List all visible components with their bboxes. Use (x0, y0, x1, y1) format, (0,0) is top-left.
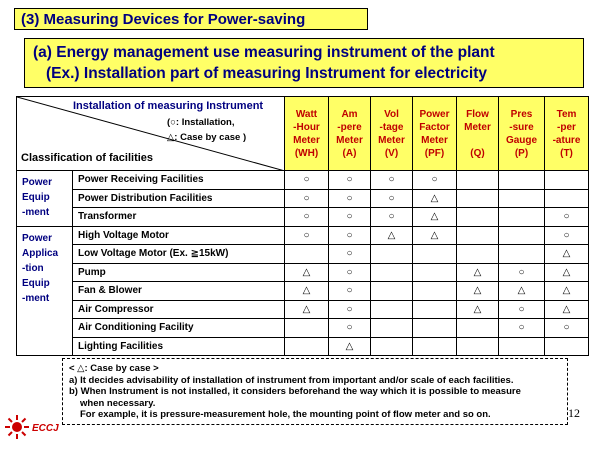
subtitle-box (24, 38, 584, 88)
mark-cell (457, 208, 499, 227)
group-label: Power Equip -ment (17, 171, 73, 227)
mark-cell: ○ (329, 208, 371, 227)
note-item-b-example: For example, it is pressure-measurement hole, the mounting point of flow meter and so on. (80, 409, 491, 420)
mark-cell: ○ (329, 282, 371, 301)
mark-cell (457, 189, 499, 208)
mark-cell: ○ (329, 319, 371, 338)
mark-cell: △ (545, 300, 589, 319)
mark-cell: ○ (329, 171, 371, 190)
mark-cell (499, 189, 545, 208)
mark-cell: ○ (285, 208, 329, 227)
mark-cell (285, 337, 329, 356)
note-header: < △: Case by case > (69, 363, 159, 374)
mark-cell: △ (457, 282, 499, 301)
mark-cell: ○ (329, 263, 371, 282)
mark-cell: ○ (329, 300, 371, 319)
mark-cell (413, 282, 457, 301)
mark-cell (413, 245, 457, 264)
column-header: Flow Meter (Q) (457, 97, 499, 171)
measuring-instrument-table (16, 96, 589, 356)
mark-cell: △ (413, 226, 457, 245)
mark-cell (371, 282, 413, 301)
classification-header: Classification of facilities (21, 152, 154, 164)
mark-cell: △ (545, 282, 589, 301)
mark-cell (545, 171, 589, 190)
mark-cell: ○ (499, 263, 545, 282)
mark-cell: ○ (545, 226, 589, 245)
mark-cell: △ (499, 282, 545, 301)
mark-cell (499, 171, 545, 190)
mark-cell: ○ (371, 189, 413, 208)
installation-header: Installation of measuring Instrument (73, 100, 264, 112)
group-label: Power Applica -tion Equip -ment (17, 226, 73, 356)
table-row (17, 171, 589, 190)
subtitle-line-1: (a) Energy management use measuring instrument of the plant (33, 44, 495, 61)
mark-cell: ○ (545, 208, 589, 227)
mark-cell: △ (285, 300, 329, 319)
mark-cell: △ (545, 263, 589, 282)
facility-name: High Voltage Motor (73, 226, 285, 245)
section-title: (3) Measuring Devices for Power-saving (14, 8, 368, 30)
mark-cell: △ (457, 300, 499, 319)
legend-installation: (○: Installation, (167, 117, 235, 128)
mark-cell (499, 337, 545, 356)
facility-name: Fan & Blower (73, 282, 285, 301)
mark-cell (285, 245, 329, 264)
mark-cell (499, 226, 545, 245)
table-row (17, 263, 589, 282)
table-row (17, 300, 589, 319)
sunburst-icon (4, 414, 30, 440)
column-header: Tem -per -ature (T) (545, 97, 589, 171)
facility-name: Power Receiving Facilities (73, 171, 285, 190)
mark-cell: ○ (329, 189, 371, 208)
facility-name: Power Distribution Facilities (73, 189, 285, 208)
note-item-a: a) It decides advisability of installation of instrument from important and/or scale of each facilities. (69, 374, 514, 386)
mark-cell (499, 245, 545, 264)
legend-case-by-case: △: Case by case ) (167, 132, 247, 143)
mark-cell: △ (371, 226, 413, 245)
mark-cell (457, 245, 499, 264)
page-number: 12 (568, 406, 580, 420)
column-header: Watt -Hour Meter (WH) (285, 97, 329, 171)
mark-cell (371, 245, 413, 264)
mark-cell: △ (329, 337, 371, 356)
table-row (17, 245, 589, 264)
facility-name: Air Compressor (73, 300, 285, 319)
mark-cell: ○ (371, 171, 413, 190)
mark-cell (285, 319, 329, 338)
mark-cell (545, 337, 589, 356)
mark-cell (413, 263, 457, 282)
mark-cell: ○ (371, 208, 413, 227)
mark-cell (371, 319, 413, 338)
logo-text: ECCJ (32, 423, 59, 434)
mark-cell: △ (413, 208, 457, 227)
mark-cell (371, 300, 413, 319)
table-corner-cell (17, 97, 285, 171)
column-header: Power Factor Meter (PF) (413, 97, 457, 171)
note-item-b-cont: when necessary. (80, 397, 156, 409)
case-by-case-note (62, 358, 568, 425)
facility-name: Air Conditioning Facility (73, 319, 285, 338)
mark-cell (499, 208, 545, 227)
mark-cell: △ (457, 263, 499, 282)
column-header: Pres -sure Gauge (P) (499, 97, 545, 171)
facility-name: Lighting Facilities (73, 337, 285, 356)
mark-cell: ○ (545, 319, 589, 338)
facility-name: Transformer (73, 208, 285, 227)
mark-cell: ○ (499, 319, 545, 338)
mark-cell (545, 189, 589, 208)
eccj-logo (4, 414, 68, 444)
table-row (17, 337, 589, 356)
mark-cell: ○ (285, 226, 329, 245)
mark-cell: △ (285, 282, 329, 301)
mark-cell: ○ (285, 189, 329, 208)
subtitle-line-2: (Ex.) Installation part of measuring Instrument for electricity (46, 65, 487, 82)
mark-cell: △ (413, 189, 457, 208)
mark-cell (457, 319, 499, 338)
column-header: Vol -tage Meter (V) (371, 97, 413, 171)
table-row (17, 226, 589, 245)
mark-cell: ○ (285, 171, 329, 190)
facility-name: Low Voltage Motor (Ex. ≧15kW) (73, 245, 285, 264)
mark-cell: ○ (499, 300, 545, 319)
mark-cell (413, 337, 457, 356)
mark-cell: △ (545, 245, 589, 264)
mark-cell (413, 319, 457, 338)
mark-cell: △ (285, 263, 329, 282)
table-row (17, 319, 589, 338)
mark-cell: ○ (413, 171, 457, 190)
table-row (17, 208, 589, 227)
table-row (17, 189, 589, 208)
table-header-row (17, 97, 589, 171)
mark-cell (413, 300, 457, 319)
facility-name: Pump (73, 263, 285, 282)
table-row (17, 282, 589, 301)
mark-cell (457, 226, 499, 245)
mark-cell: ○ (329, 226, 371, 245)
column-header: Am -pere Meter (A) (329, 97, 371, 171)
mark-cell: ○ (329, 245, 371, 264)
mark-cell (457, 171, 499, 190)
note-item-b: b) When Instrument is not installed, it considers beforehand the way which it is possible to measure (69, 386, 521, 397)
mark-cell (371, 263, 413, 282)
mark-cell (371, 337, 413, 356)
mark-cell (457, 337, 499, 356)
